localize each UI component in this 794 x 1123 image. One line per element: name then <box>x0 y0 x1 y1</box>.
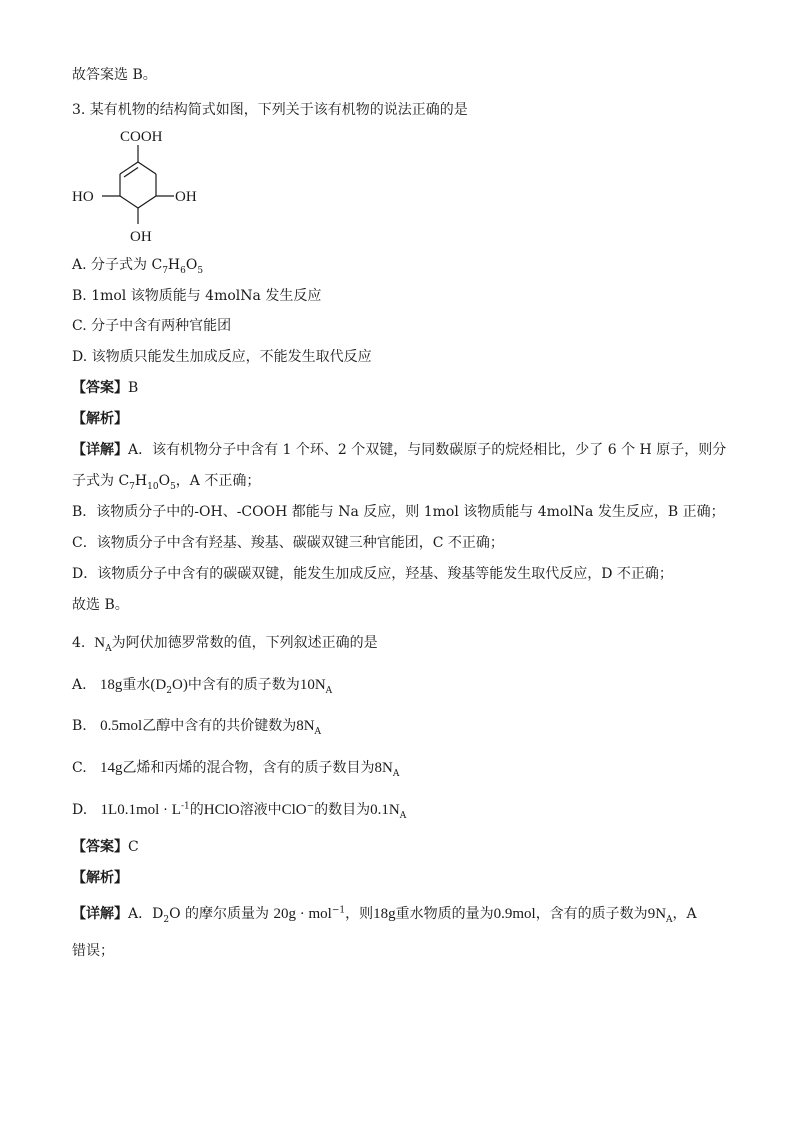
q4-option-c: C. 14g乙烯和丙烯的混合物，含有的质子数目为$8N_A$ <box>72 760 400 779</box>
oh-bottom-label: OH <box>130 229 152 245</box>
bond-ring-4 <box>120 196 138 208</box>
q3-conclusion: 故选 B。 <box>72 597 129 613</box>
q4-analysis-label: 【解析】 <box>72 870 128 886</box>
q4-option-b: B. 0.5mol乙醇中含有的共价键数为$8N_A$ <box>72 718 322 737</box>
q3-stem: 3. 某有机物的结构简式如图，下列关于该有机物的说法正确的是 <box>72 102 468 118</box>
q3-answer: 【答案】B <box>72 380 139 396</box>
q3-analysis-label: 【解析】 <box>72 411 128 427</box>
q4-option-d: D. $1L0.1mol \cdot L^{-1}$的HClO溶液中ClO−的数目为$0.1N_A$ <box>72 801 407 821</box>
oh-right-label: OH <box>175 189 197 205</box>
q3-detail-line-4: C．该物质分子中含有羟基、羧基、碳碳双键三种官能团，C 不正确； <box>72 535 504 551</box>
q4-detail-line-2: 错误； <box>72 943 114 959</box>
bond-ring-6 <box>120 162 138 174</box>
q3-detail-line-1: 【详解】A．该有机物分子中含有 1 个环、2 个双键，与同数碳原子的烷烃相比，少了 6 个 H 原子，则分 <box>72 442 727 458</box>
structure-diagram <box>68 124 218 250</box>
q3-option-b: B. 1mol 该物质能与 4molNa 发生反应 <box>72 288 322 304</box>
ho-left-label: HO <box>72 189 94 205</box>
q4-stem: 4. $N_A$为阿伏加德罗常数的值，下列叙述正确的是 <box>72 635 378 654</box>
q3-option-c: C. 分子中含有两种官能团 <box>72 318 232 334</box>
q3-option-a: A. 分子式为 $C_7H_6O_5$ <box>72 257 204 276</box>
double-bond <box>124 168 138 178</box>
cooh-label: COOH <box>120 129 163 145</box>
q3-option-d: D. 该物质只能发生加成反应，不能发生取代反应 <box>72 349 372 365</box>
q3-detail-line-2: 子式为 $C_7H_{10}O_5$，A 不正确； <box>72 473 261 492</box>
q4-option-a: A. 18g重水$(D_2O)$中含有的质子数为$10N_A$ <box>72 677 333 696</box>
q3-detail-line-5: D．该物质分子中含有的碳碳双键，能发生加成反应，羟基、羧基等能发生取代反应，D 不正确； <box>72 566 673 582</box>
intro-line: 故答案选 B。 <box>72 67 157 83</box>
bond-ring-3 <box>138 196 156 208</box>
q4-detail-line-1: 【详解】A．$D_2O$ 的摩尔质量为 20g · mol$^{-1}$，则18g重水物质的量为0.9mol，含有的质子数为$9N_A$，A <box>72 905 697 925</box>
q4-answer: 【答案】C <box>72 839 139 855</box>
bond-ring-1 <box>138 162 156 174</box>
q3-detail-line-3: B．该物质分子中的-OH、-COOH 都能与 Na 反应，则 1mol 该物质能与 4molNa 发生反应，B 正确； <box>72 504 725 520</box>
